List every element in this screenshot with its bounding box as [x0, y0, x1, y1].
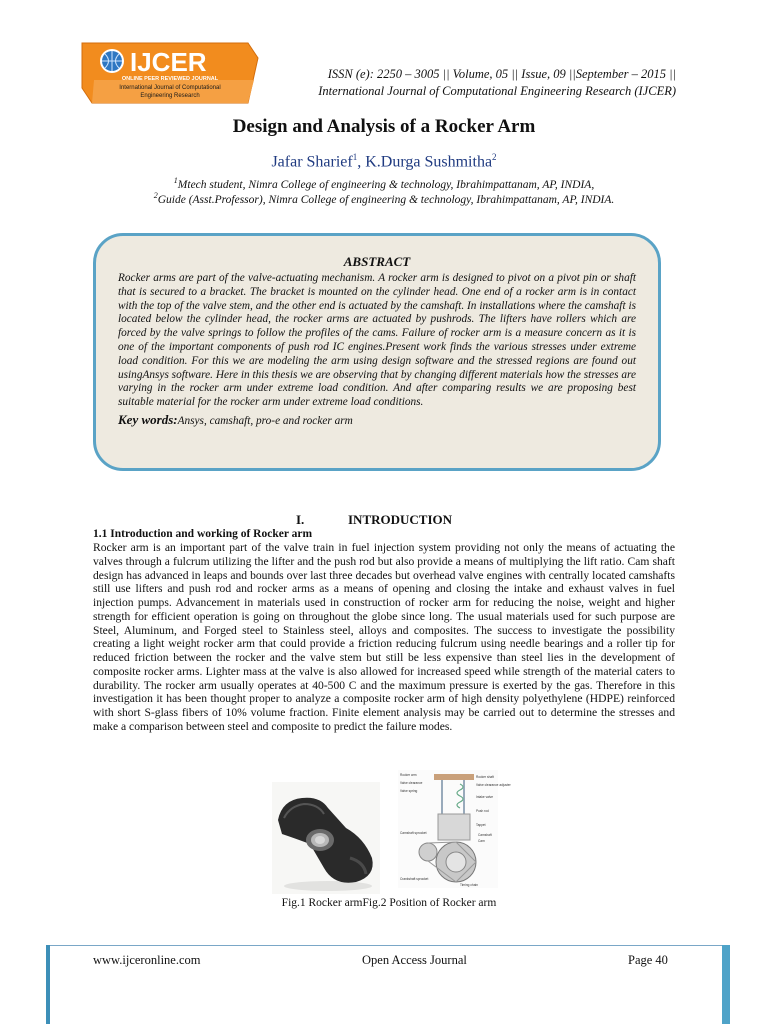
- diagram-label: Valve spring: [400, 789, 418, 793]
- keywords: [118, 412, 636, 428]
- affiliation-2: [0, 191, 768, 206]
- diagram-label: Rocker arm: [400, 773, 417, 777]
- affiliation-text: Mtech student, Nimra College of engineering & technology, Ibrahimpattanam, AP, INDIA,: [177, 178, 595, 191]
- journal-info: [250, 66, 676, 100]
- diagram-label: Intake valve: [476, 795, 494, 799]
- footer-rule: [46, 945, 726, 946]
- affiliation-sup: 1: [173, 176, 178, 185]
- section-heading: [296, 512, 453, 528]
- globe-icon: [100, 49, 124, 73]
- affiliation-1: [0, 176, 768, 191]
- footer-center: Open Access Journal: [362, 953, 467, 967]
- diagram-label: Valve clearance adjuster: [476, 783, 511, 787]
- author-separator: ,: [357, 153, 366, 171]
- section-number: I.: [296, 512, 305, 527]
- section-title: INTRODUCTION: [348, 512, 453, 527]
- logo-sub-line: International Journal of Computational: [119, 85, 221, 91]
- rocker-arm-position-diagram: [398, 770, 511, 888]
- diagram-label: Timing chain: [460, 883, 478, 887]
- abstract-heading: ABSTRACT: [343, 254, 411, 269]
- authors: [0, 152, 768, 171]
- issn-line: ISSN (e): 2250 – 3005 || Volume, 05 || Issue, 09 ||September – 2015 ||: [327, 67, 676, 81]
- diagram-label: Push rod: [476, 809, 489, 813]
- journal-logo: [78, 40, 262, 106]
- journal-name: International Journal of Computational Engineering Research (IJCER): [318, 84, 676, 98]
- diagram-label: Camshaft: [478, 833, 492, 837]
- footer-right-bar: [722, 945, 730, 1024]
- rocker-arm-photo: [272, 782, 380, 894]
- logo-sub-line: Engineering Research: [140, 93, 200, 99]
- subsection-heading: 1.1 Introduction and working of Rocker arm: [93, 528, 313, 540]
- paper-title: Design and Analysis of a Rocker Arm: [232, 116, 536, 137]
- author-name: K.Durga Sushmitha: [365, 153, 493, 171]
- diagram-label: Rocker shaft: [476, 775, 494, 779]
- footer-left-bar: [46, 945, 50, 1024]
- diagram-label: Camshaft sprocket: [400, 831, 427, 835]
- author-name: Jafar Sharief: [271, 153, 353, 171]
- author-sup: 1: [352, 152, 358, 162]
- keywords-text: Ansys, camshaft, pro-e and rocker arm: [177, 414, 353, 427]
- intro-paragraph: Rocker arm is an important part of the valve train in fuel injection system providing not only the means of actuating the valves through a fulcrum utilizing the lifter and the push rod but also provide a means of multiplying the lift ratio. Cam shaft design has advanced in leaps and bounds over last three decades but overhead valve engines with centrally located camshafts still use lifters and push rod and rocker arms as a means of opening and closing the intake and exhaust valves in fuel injection pumps. Advancement in materials used in construction of rocker arm for reducing the noise, weight and higher strength for efficient operation is going on throughout the globe since long. The usual materials used for such purpose are Steel, Aluminum, and Forged steel to Stainless steel, alloys and composites. The success to investigate the possibility creating a light weight rocker arm that could provide a friction reducing fulcrum using needle bearings and a roller tip for reduced friction between the rocker and the valve stem but still be less expensive than steel lies in the development of composite rocker arms. Lighter mass at the valve is also allowed for increased speed while strength of the material caters to durability. The rocker arm usually operates at 40-500 C and the maximum pressure is exerted by the gas. Therefore in this investigation it has been thought proper to analyze a composite rocker arm of high density polyethylene (HDPE) reinforced with short S-glass fibers of 10% volume fraction. Finite element analysis may be carried out to determine the stresses and make a comparison between steel and composite to predict the failure modes.: [93, 541, 675, 733]
- logo-sub-line: ONLINE PEER REVIEWED JOURNAL: [121, 76, 219, 82]
- keywords-label: Key words:: [118, 411, 178, 427]
- page-number: Page 40: [628, 953, 668, 967]
- footer-website: www.ijceronline.com: [93, 953, 201, 967]
- diagram-label: Cam: [478, 839, 485, 843]
- diagram-label: Valve clearance: [400, 781, 423, 785]
- diagram-label: Crankshaft sprocket: [400, 877, 429, 881]
- affiliation-text: Guide (Asst.Professor), Nimra College of engineering & technology, Ibrahimpattanam, AP, INDIA.: [157, 193, 615, 206]
- diagram-label: Tappet: [476, 823, 486, 827]
- logo-text: IJCER: [130, 47, 207, 77]
- author-sup: 2: [492, 152, 497, 162]
- affiliation-sup: 2: [153, 191, 158, 200]
- figure-caption: Fig.1 Rocker armFig.2 Position of Rocker arm: [281, 897, 497, 909]
- abstract-box: [93, 233, 661, 471]
- abstract-text: Rocker arms are part of the valve-actuating mechanism. A rocker arm is designed to pivot on a pivot pin or shaft that is secured to a bracket. The bracket is mounted on the cylinder head. One end of a rocker arm is in contact with the top of the valve stem, and the other end is actuated by the camshaft. In installations where the camshaft is located below the cylinder head, the rocker arms are actuated by pushrods. The lifters have rollers which are forced by the valve springs to follow the profiles of the cams. Failure of rocker arm is a measure concern as it is one of the important components of push rod IC engines.Present work finds the various stresses under extreme load condition. For this we are modeling the arm using design software and the stressed regions are found out usingAnsys software. Here in this thesis we are observing that by changing different materials how the stresses are varying in the rocker arm under extreme load condition. And after comparing results we are proposing best suitable material for the rocker arm under extreme load conditions.: [118, 272, 636, 409]
